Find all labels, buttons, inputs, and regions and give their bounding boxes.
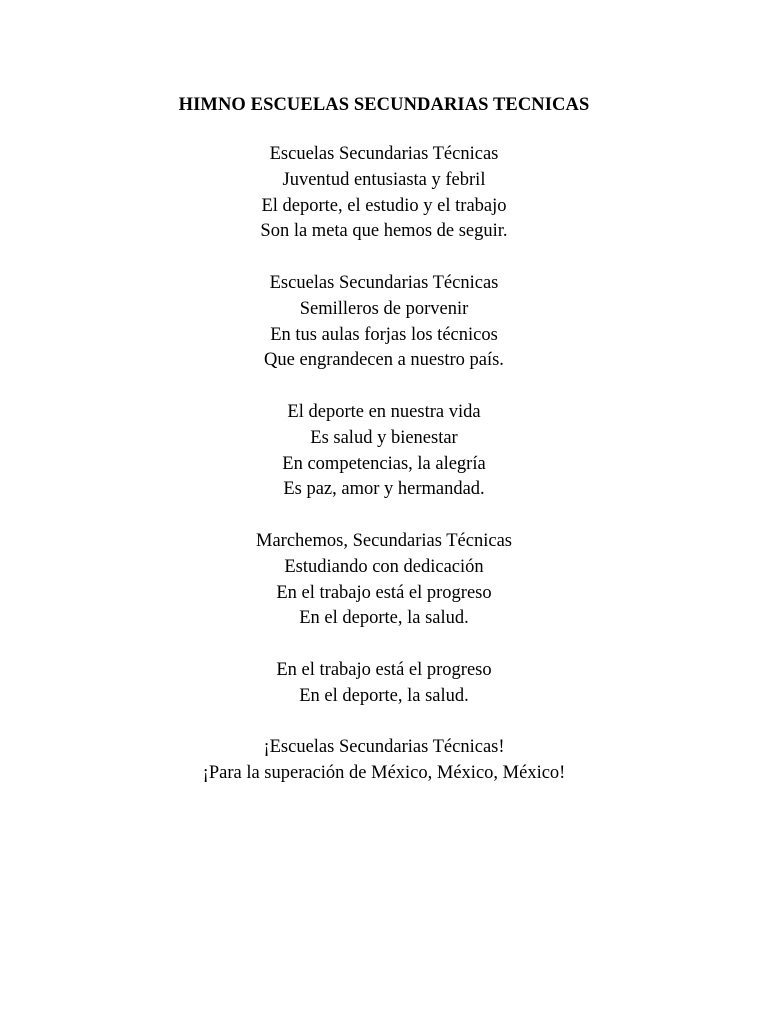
stanza-4 — [0, 529, 768, 632]
stanza-1 — [0, 142, 768, 245]
stanza-line: Juventud entusiasta y febril — [282, 169, 486, 190]
stanza-5 — [0, 658, 768, 710]
stanza-line: En tus aulas forjas los técnicos — [270, 324, 498, 345]
document-title: HIMNO ESCUELAS SECUNDARIAS TECNICAS — [178, 95, 590, 115]
stanza-line: El deporte en nuestra vida — [287, 401, 481, 422]
stanza-line: En competencias, la alegría — [282, 453, 486, 474]
stanza-line: En el trabajo está el progreso — [276, 659, 492, 680]
stanza-line: Es paz, amor y hermandad. — [283, 479, 485, 500]
stanza-3 — [0, 400, 768, 503]
stanza-line: El deporte, el estudio y el trabajo — [261, 195, 507, 216]
stanza-line: ¡Escuelas Secundarias Técnicas! — [263, 737, 505, 758]
stanza-6 — [0, 735, 768, 787]
hymn-body — [0, 142, 768, 813]
stanza-line: Estudiando con dedicación — [284, 556, 484, 577]
stanza-line: En el trabajo está el progreso — [276, 582, 492, 603]
stanza-2 — [0, 271, 768, 374]
stanza-line: Son la meta que hemos de seguir. — [260, 221, 508, 242]
stanza-line: En el deporte, la salud. — [299, 685, 469, 706]
stanza-line: Marchemos, Secundarias Técnicas — [256, 530, 512, 551]
stanza-line: En el deporte, la salud. — [299, 608, 469, 629]
stanza-line: Que engrandecen a nuestro país. — [264, 350, 504, 371]
stanza-line: ¡Para la superación de México, México, México! — [202, 763, 566, 784]
stanza-line: Escuelas Secundarias Técnicas — [269, 144, 499, 164]
stanza-line: Semilleros de porvenir — [299, 298, 469, 319]
stanza-line: Es salud y bienestar — [310, 427, 458, 448]
stanza-line: Escuelas Secundarias Técnicas — [269, 272, 499, 293]
